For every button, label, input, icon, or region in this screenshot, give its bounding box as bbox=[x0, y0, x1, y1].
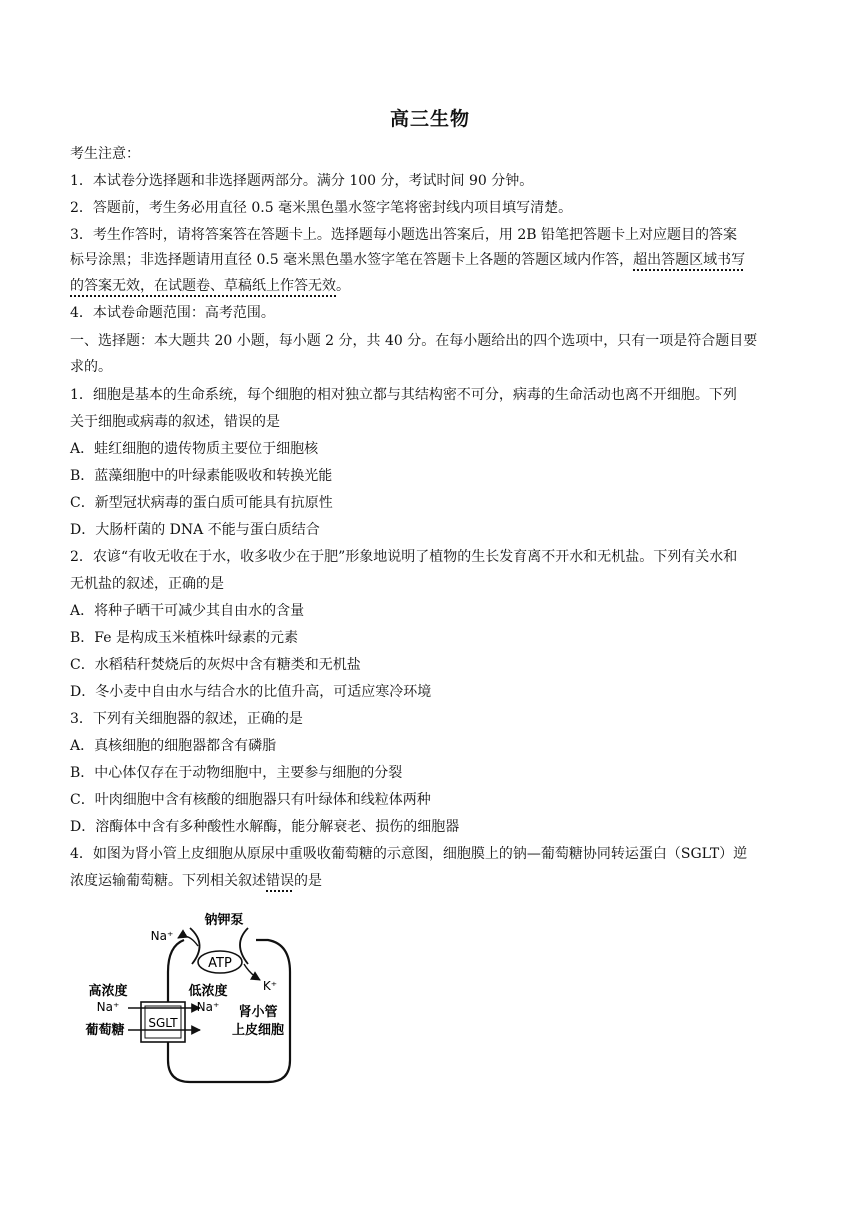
q2-option-a: A．将种子晒干可减少其自由水的含量 bbox=[70, 603, 305, 619]
q3-option-c: C．叶肉细胞中含有核酸的细胞器只有叶绿体和线粒体两种 bbox=[70, 792, 431, 808]
section-1-line-2: 求的。 bbox=[70, 359, 112, 375]
q4-stem-line-2-end: 的是 bbox=[294, 873, 322, 889]
emphasis-dotted-text: 超出答题区域书写 bbox=[633, 252, 746, 268]
q1-stem-line-1: 1．细胞是基本的生命系统，每个细胞的相对独立都与其结构密不可分，病毒的生命活动也离不开细胞。下列 bbox=[70, 387, 737, 403]
q1-option-a: A．蛙红细胞的遗传物质主要位于细胞核 bbox=[70, 441, 319, 457]
q3-option-b: B．中心体仅存在于动物细胞中，主要参与细胞的分裂 bbox=[70, 765, 403, 781]
na-left-label: Na⁺ bbox=[96, 1000, 120, 1014]
high-concentration-label: 高浓度 bbox=[88, 984, 128, 999]
q1-option-c: C．新型冠状病毒的蛋白质可能具有抗原性 bbox=[70, 495, 333, 511]
q3-option-a: A．真核细胞的细胞器都含有磷脂 bbox=[70, 738, 277, 754]
q2-option-d: D．冬小麦中自由水与结合水的比值升高，可适应寒冷环境 bbox=[70, 684, 432, 700]
cell-label-line-2: 上皮细胞 bbox=[231, 1023, 285, 1038]
glucose-label: 葡萄糖 bbox=[85, 1023, 125, 1038]
k-in-arrow bbox=[244, 964, 260, 980]
q2-option-c: C．水稻秸秆焚烧后的灰烬中含有糖类和无机盐 bbox=[70, 657, 361, 673]
q2-option-b: B．Fe 是构成玉米植株叶绿素的元素 bbox=[70, 630, 298, 646]
notice-heading: 考生注意： bbox=[70, 146, 140, 162]
q1-stem-line-2: 关于细胞或病毒的叙述，错误的是 bbox=[70, 414, 280, 430]
k-in-label: K⁺ bbox=[262, 979, 278, 993]
page-title: 高三生物 bbox=[389, 108, 470, 130]
q3-stem: 3．下列有关细胞器的叙述，正确的是 bbox=[70, 711, 303, 727]
notice-item-3-line-2-text: 标号涂黑；非选择题请用直径 0.5 毫米黑色墨水签字笔在答题卡上各题的答题区域内作答， bbox=[70, 252, 634, 268]
atp-label: ATP bbox=[208, 956, 232, 971]
q4-stem-line-2-text: 浓度运输葡萄糖。下列相关叙述 bbox=[70, 873, 266, 889]
q4-stem-line-2 bbox=[70, 871, 794, 891]
section-1-line-1: 一、选择题：本大题共 20 小题，每小题 2 分，共 40 分。在每小题给出的四个选项中，只有一项是符合题目要 bbox=[70, 333, 758, 349]
pump-label: 钠钾泵 bbox=[204, 913, 244, 928]
q3-option-d: D．溶酶体中含有多种酸性水解酶，能分解衰老、损伤的细胞器 bbox=[70, 819, 460, 835]
notice-item-3-line-3 bbox=[70, 276, 794, 296]
sglt-transport-diagram bbox=[72, 900, 304, 1090]
notice-item-3-line-2 bbox=[70, 250, 794, 270]
sglt-label: SGLT bbox=[148, 1016, 178, 1030]
notice-item-4: 4．本试卷命题范围：高考范围。 bbox=[70, 305, 275, 321]
emphasis-dotted-text: 的答案无效，在试题卷、草稿纸上作答无效 bbox=[70, 278, 336, 294]
cell-label-line-1: 肾小管 bbox=[238, 1005, 278, 1020]
q1-option-b: B．蓝藻细胞中的叶绿素能吸收和转换光能 bbox=[70, 468, 333, 484]
na-out-label: Na⁺ bbox=[150, 929, 174, 943]
q2-stem-line-1: 2．农谚“有收无收在于水，收多收少在于肥”形象地说明了植物的生长发育离不开水和无机盐。下列有关水和 bbox=[70, 549, 738, 565]
notice-item-3-line-3-end: 。 bbox=[336, 278, 350, 294]
notice-item-2: 2．答题前，考生务必用直径 0.5 毫米黑色墨水签字笔将密封线内项目填写清楚。 bbox=[70, 200, 573, 216]
emphasis-dotted-text: 错误 bbox=[266, 873, 294, 889]
notice-item-3-line-1: 3．考生作答时，请将答案答在答题卡上。选择题每小题选出答案后，用 2B 铅笔把答题卡上对应题目的答案 bbox=[70, 227, 738, 243]
na-right-label: Na⁺ bbox=[196, 1000, 220, 1014]
q1-option-d: D．大肠杆菌的 DNA 不能与蛋白质结合 bbox=[70, 522, 320, 538]
q4-stem-line-1: 4．如图为肾小管上皮细胞从原尿中重吸收葡萄糖的示意图，细胞膜上的钠—葡萄糖协同转运蛋白（SGLT）逆 bbox=[70, 846, 748, 862]
notice-item-1: 1．本试卷分选择题和非选择题两部分。满分 100 分，考试时间 90 分钟。 bbox=[70, 173, 534, 189]
low-concentration-label: 低浓度 bbox=[188, 984, 228, 999]
q2-stem-line-2: 无机盐的叙述，正确的是 bbox=[70, 576, 224, 592]
